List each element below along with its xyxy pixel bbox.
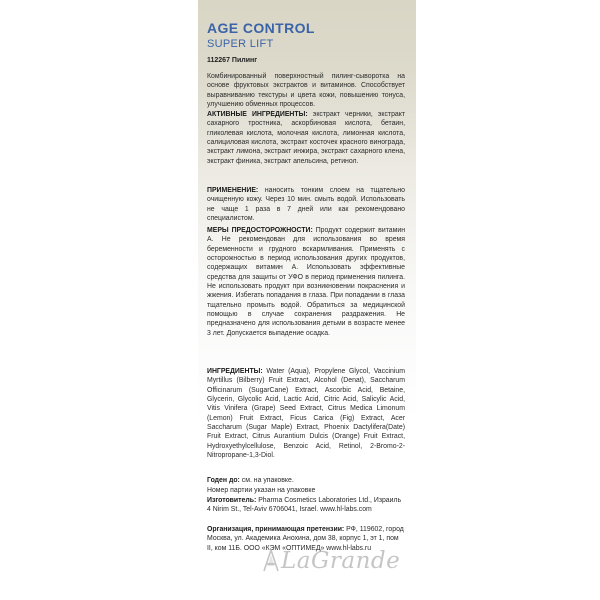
precautions-label: МЕРЫ ПРЕДОСТОРОЖНОСТИ:	[207, 227, 313, 234]
manufacturer-text: Pharma Cosmetics Laboratories Ltd., Израиль 4 Nirim St., Tel-Aviv 6706041, Israel. www.hl-labs.com	[207, 497, 402, 514]
watermark-logo-icon	[262, 549, 280, 573]
active-ingredients-label: АКТИВНЫЕ ИНГРЕДИЕНТЫ:	[207, 111, 308, 118]
active-ingredients-block	[207, 110, 405, 166]
batch-number-text: Номер партии указан на упаковке	[207, 487, 316, 494]
claims-org-label: Организация, принимающая претензии:	[207, 526, 345, 533]
product-label-panel	[198, 0, 416, 600]
shelf-life-text: см. на упаковке.	[241, 477, 294, 484]
product-code: 112267 Пилинг	[207, 57, 258, 64]
precautions-text: Продукт содержит витамин А. Не рекомендован для использования во время беременности и грудного вскармливания. Применять с осторожностью в период использования других продуктов, содержащих витамин А. Использовать эффективные средства для защиты от УФО в период применения пилинга. Не использовать продукт при возникновении покраснения и жжения. Избегать попадания в глаза. При попадании в глаза тщательно промыть водой. Обратиться за медицинской помощью в случае сохранения раздражения. Не предназначено для использования детьми в возрасте менее 3 лет. Допускается выпадение осадка.	[207, 227, 405, 337]
manufacturer-label: Изготовитель:	[207, 497, 257, 504]
usage-text: наносить тонким слоем на тщательно очищенную кожу. Через 10 мин. смыть водой. Использовать не чаще 1 раза в 7 дней или как рекомендовано специалистом.	[207, 187, 405, 223]
usage-block	[207, 186, 405, 223]
watermark-text: LaGrande	[281, 548, 401, 574]
ingredients-text: Water (Aqua), Propylene Glycol, Vaccinium Myrtillus (Bilberry) Fruit Extract, Alcohol (Denat), Saccharum Officinarum (SugarCane) Extract, Ascorbic Acid, Betaine, Glycerin, Glycolic Acid, Lactic Acid, Citric Acid, Salicylic Acid, Vitis Vinifera (Grape) Seed Extract, Citrus Medica Limonum (Lemon) Fruit Extract, Ficus Carica (Fig) Extract, Acer Saccharum (Sugar Maple) Extract, Phoenix Dactylifera(Date) Fruit Extract, Citrus Aurantium Dulcis (Orange) Fruit Extract, Hydroxyethylcellulose, Benzoic Acid, Retinol, 2-Bromo-2-Nitropropane-1,3-Diol.	[207, 368, 405, 460]
shelf-life-block	[207, 476, 405, 485]
manufacturer-block	[207, 496, 405, 515]
active-ingredients-text: экстракт черники, экстракт сахарного тростника, аскорбиновая кислота, бетаин, гликолевая кислота, молочная кислота, лимонная кислота, салициловая кислота, экстракт косточек красного винограда, экстракт лимона, экстракт инжира, экстракт сахарного клена, экстракт финика, экстракт апельсина, ретинол.	[207, 111, 405, 165]
ingredients-block	[207, 367, 405, 460]
precautions-block	[207, 226, 405, 338]
usage-label: ПРИМЕНЕНИЕ:	[207, 187, 259, 194]
intro-text: Комбинированный поверхностный пилинг-сыворотка на основе фруктовых экстрактов и витаминов. Способствует выравниванию текстуры и цвета кожи, повышению тонуса, улучшению обменных процессов.	[207, 73, 405, 109]
shelf-life-label: Годен до:	[207, 477, 240, 484]
watermark	[262, 548, 400, 574]
claims-org-text: РФ, 119602, город Москва, ул. Академика Анохина, дом 38, корпус 1, эт 1, пом II, ком 11Б. ООО «КЭМ «ОПТИМЕД» www.hl-labs.ru	[207, 526, 404, 552]
brand-title: AGE CONTROL	[207, 20, 315, 36]
product-line: SUPER LIFT	[207, 38, 274, 50]
ingredients-label: ИНГРЕДИЕНТЫ:	[207, 368, 263, 375]
